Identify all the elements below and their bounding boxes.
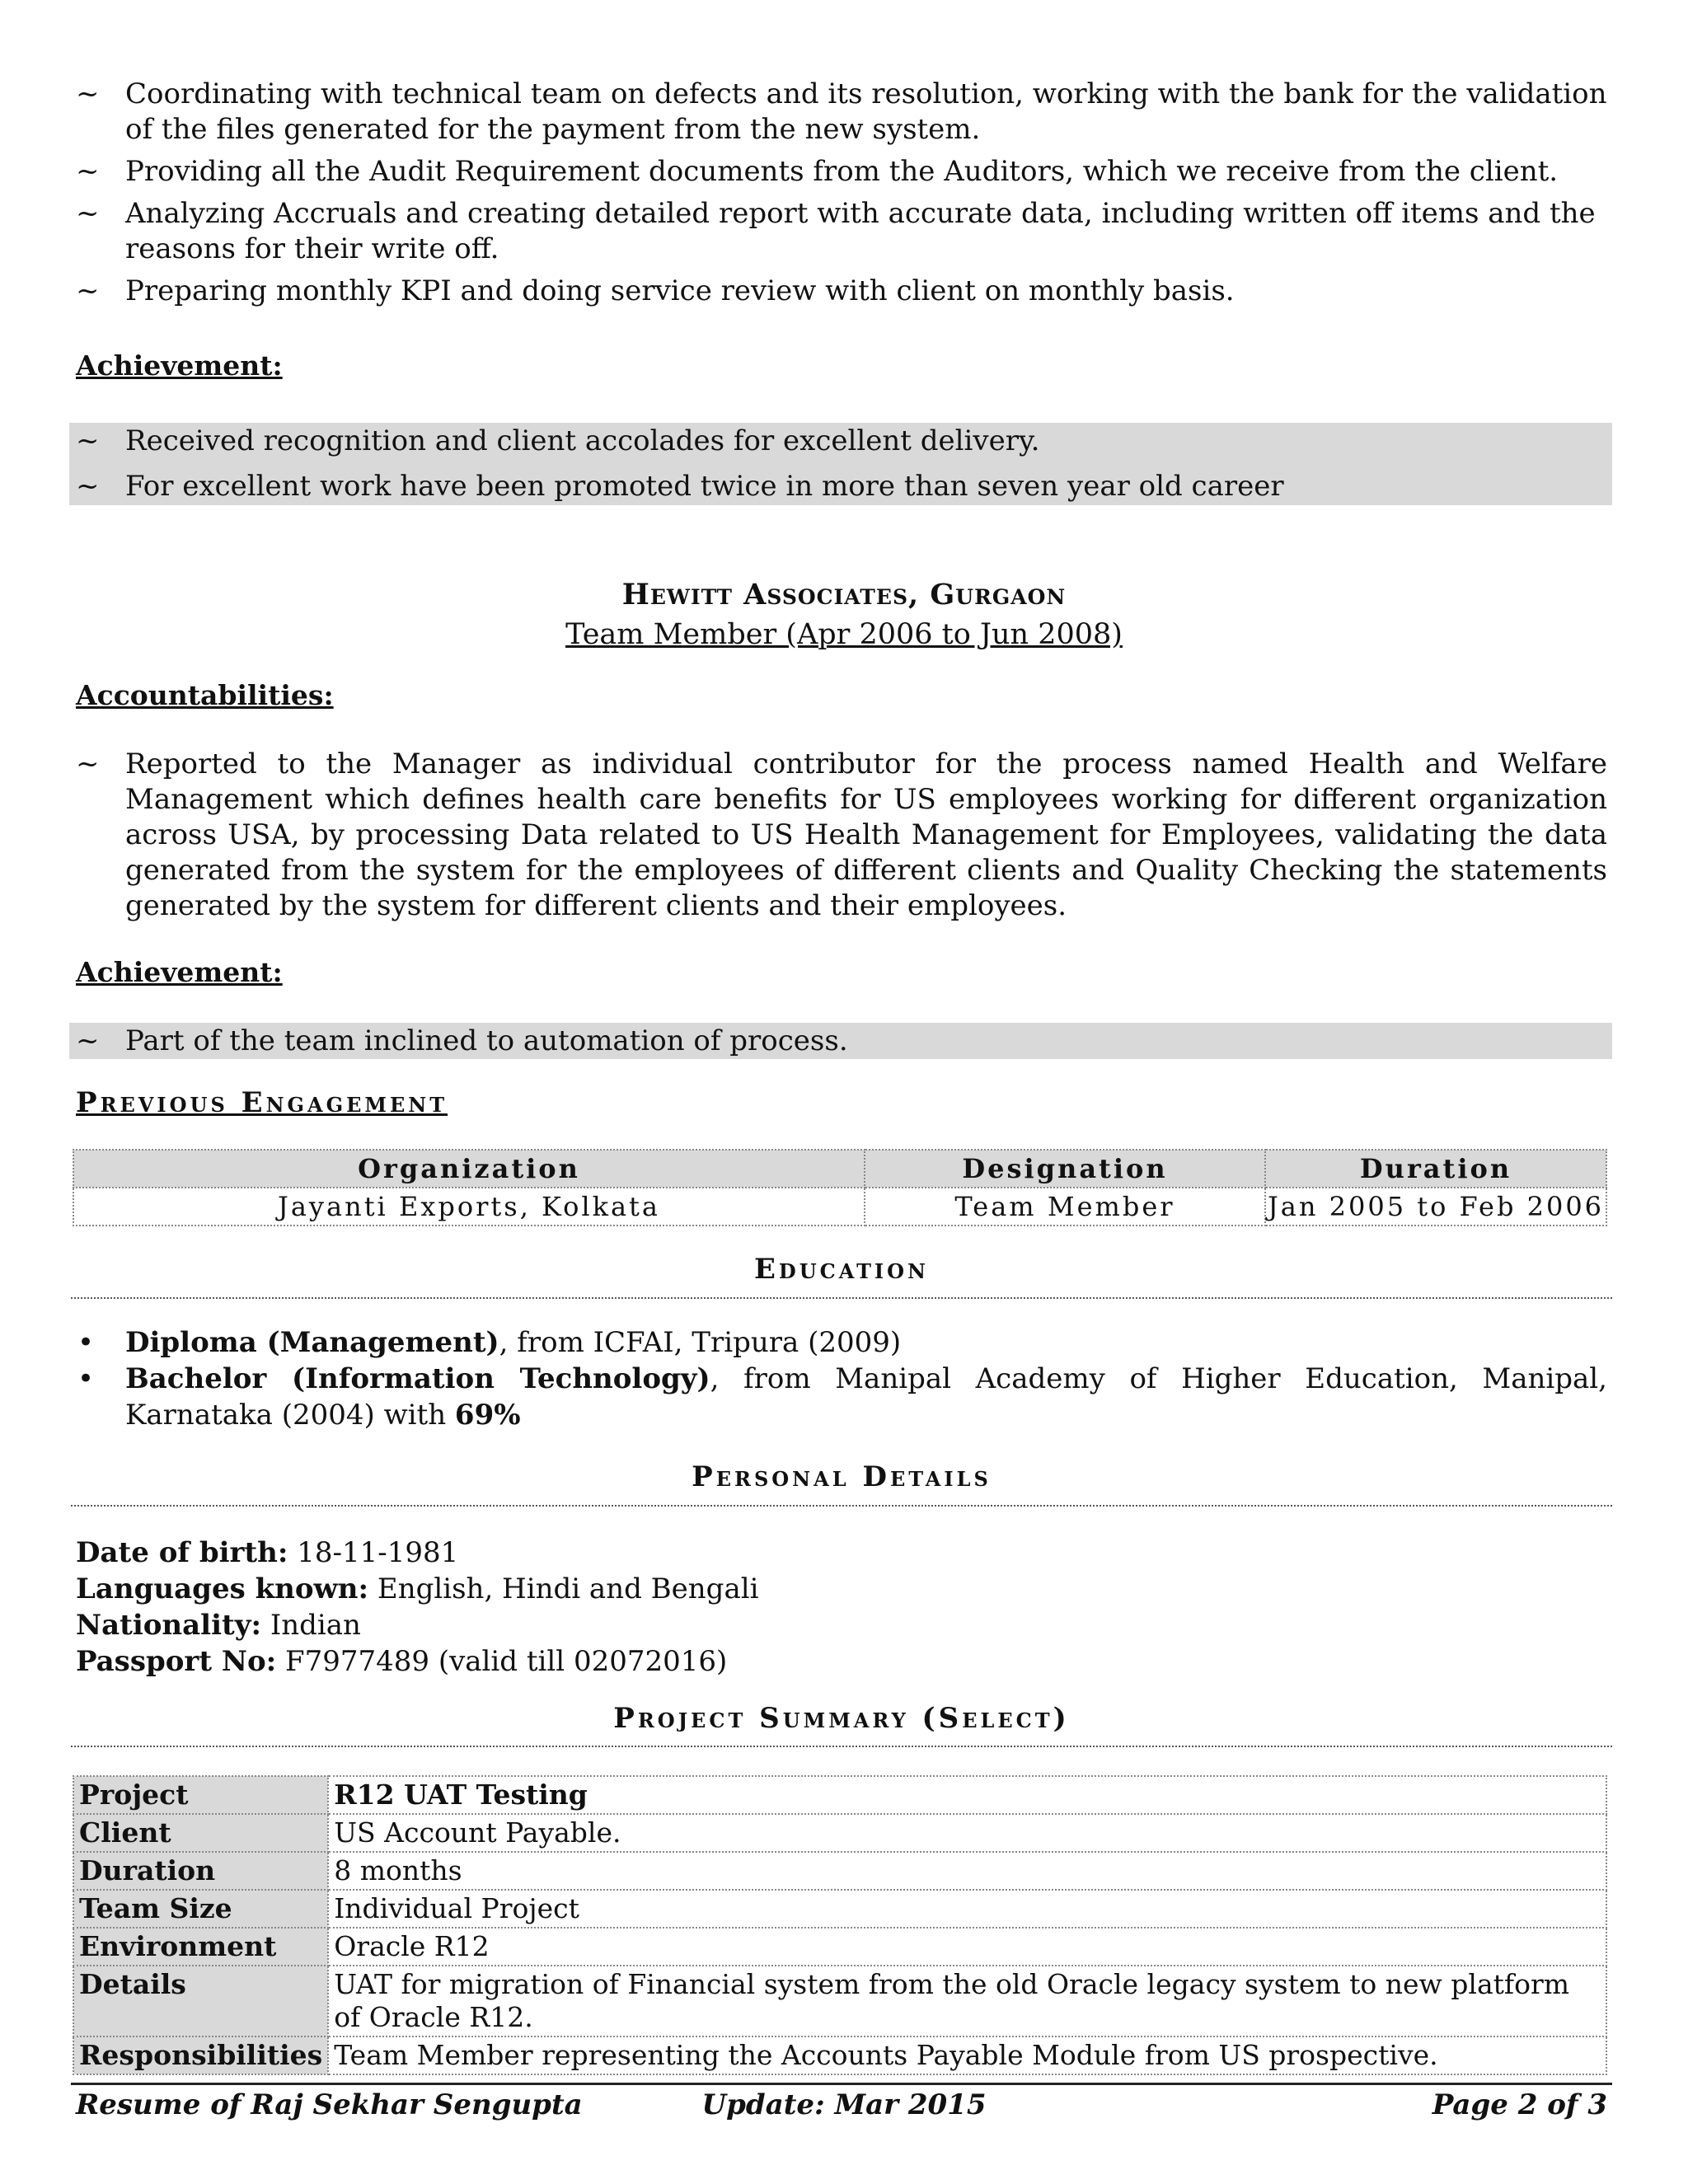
field-label: Project: [73, 1776, 328, 1814]
achievement-list: [74, 1024, 1607, 1066]
list-item: ~ Analyzing Accruals and creating detailed report with accurate data, including written off items and the reasons for their write off.: [76, 197, 1596, 265]
field-label: Environment: [73, 1928, 328, 1966]
column-header: Organization: [73, 1150, 865, 1188]
accountabilities-list: [74, 747, 1607, 930]
field-value: Individual Project: [328, 1890, 1606, 1928]
detail-row: Date of birth: 18-11-1981: [76, 1536, 459, 1569]
footer-divider: [71, 2083, 1612, 2085]
company-role: Team Member (Apr 2006 to Jun 2008): [565, 618, 1123, 651]
list-item: ~ Part of the team inclined to automation of process.: [76, 1024, 848, 1057]
tilde-bullet-icon: ~: [76, 1024, 100, 1057]
detail-row: Languages known: English, Hindi and Bengali: [76, 1572, 759, 1605]
achievement-label: Achievement:: [76, 956, 283, 988]
company-name: Hewitt Associates, Gurgaon: [621, 578, 1067, 612]
list-item: • Diploma (Management), from ICFAI, Tripura (2009): [77, 1326, 902, 1359]
achievement-label: Achievement:: [76, 349, 283, 382]
footer-author: Resume of Raj Sekhar Sengupta: [76, 2088, 583, 2121]
field-label: Details: [73, 1966, 328, 2036]
field-value: US Account Payable.: [328, 1814, 1606, 1852]
column-header: Duration: [1265, 1150, 1606, 1188]
table-header-row: [73, 1150, 1606, 1188]
table-row: [73, 1890, 1606, 1928]
table-cell: Jan 2005 to Feb 2006: [1265, 1188, 1606, 1226]
field-label: Team Size: [73, 1890, 328, 1928]
section-divider: [71, 1505, 1612, 1507]
table-row: [73, 1776, 1606, 1814]
section-title-project-summary: Project Summary (Select): [613, 1702, 1070, 1735]
field-label: Client: [73, 1814, 328, 1852]
engagement-table: [73, 1149, 1607, 1226]
section-title-personal-details: Personal Details: [692, 1460, 992, 1493]
footer-update: Update: Mar 2015: [701, 2088, 987, 2121]
personal-details: [76, 1535, 758, 1680]
field-value: UAT for migration of Financial system from the old Oracle legacy system to new platform of Oracle R12.: [328, 1966, 1606, 2036]
table-row: [73, 1814, 1606, 1852]
tilde-bullet-icon: ~: [76, 274, 100, 307]
achievement-list: [74, 424, 1607, 511]
list-item: ~ Received recognition and client accolades for excellent delivery.: [76, 424, 1040, 457]
project-table: [73, 1775, 1607, 2075]
section-divider: [71, 1746, 1612, 1747]
field-label: Duration: [73, 1852, 328, 1890]
table-row: [73, 1852, 1606, 1890]
list-item: ~ Providing all the Audit Requirement documents from the Auditors, which we receive from the client.: [76, 155, 1559, 188]
table-row: [73, 2036, 1606, 2074]
detail-row: Nationality: Indian: [76, 1609, 361, 1642]
list-item: ~ Coordinating with technical team on defects and its resolution, working with the bank for the validation of the files generated for the payment from the new system.: [76, 77, 1607, 146]
field-label: Responsibilities: [73, 2036, 328, 2074]
bullet-icon: •: [77, 1362, 95, 1395]
field-value: R12 UAT Testing: [328, 1776, 1606, 1814]
detail-row: Passport No: F7977489 (valid till 02072016): [76, 1645, 728, 1678]
tilde-bullet-icon: ~: [76, 155, 100, 188]
tilde-bullet-icon: ~: [76, 424, 100, 457]
list-item: ~ For excellent work have been promoted twice in more than seven year old career: [76, 470, 1284, 503]
tilde-bullet-icon: ~: [76, 470, 100, 503]
section-title-education: Education: [754, 1253, 929, 1286]
section-divider: [71, 1297, 1612, 1299]
table-row: [73, 1966, 1606, 2036]
table-cell: Jayanti Exports, Kolkata: [73, 1188, 865, 1226]
table-row: [73, 1928, 1606, 1966]
section-title-previous-engagement: Previous Engagement: [76, 1086, 448, 1119]
education-list: [74, 1324, 1607, 1433]
tilde-bullet-icon: ~: [76, 77, 100, 110]
list-item: ~ Reported to the Manager as individual contributor for the process named Health and Welfare Management which defines health care benefits for US employees working for different organization across USA, by processing Data related to US Health Management for Employees, validating the data generated from the system for the employees of different clients and Quality Checking the statements generated by the system for different clients and their employees.: [76, 748, 1607, 922]
responsibilities-list: [74, 77, 1607, 316]
tilde-bullet-icon: ~: [76, 197, 100, 230]
bullet-icon: •: [77, 1326, 95, 1359]
field-value: Oracle R12: [328, 1928, 1606, 1966]
field-value: 8 months: [328, 1852, 1606, 1890]
table-cell: Team Member: [865, 1188, 1265, 1226]
column-header: Designation: [865, 1150, 1265, 1188]
list-item: ~ Preparing monthly KPI and doing service review with client on monthly basis.: [76, 274, 1235, 307]
list-item: • Bachelor (Information Technology), from Manipal Academy of Higher Education, Manipal, Karnataka (2004) with 69%: [77, 1362, 1607, 1432]
table-row: [73, 1188, 1606, 1226]
company-heading: [0, 575, 1688, 654]
field-value: Team Member representing the Accounts Payable Module from US prospective.: [328, 2036, 1606, 2074]
accountabilities-label: Accountabilities:: [76, 679, 334, 711]
tilde-bullet-icon: ~: [76, 748, 100, 780]
footer-page-number: Page 2 of 3: [1432, 2088, 1607, 2121]
